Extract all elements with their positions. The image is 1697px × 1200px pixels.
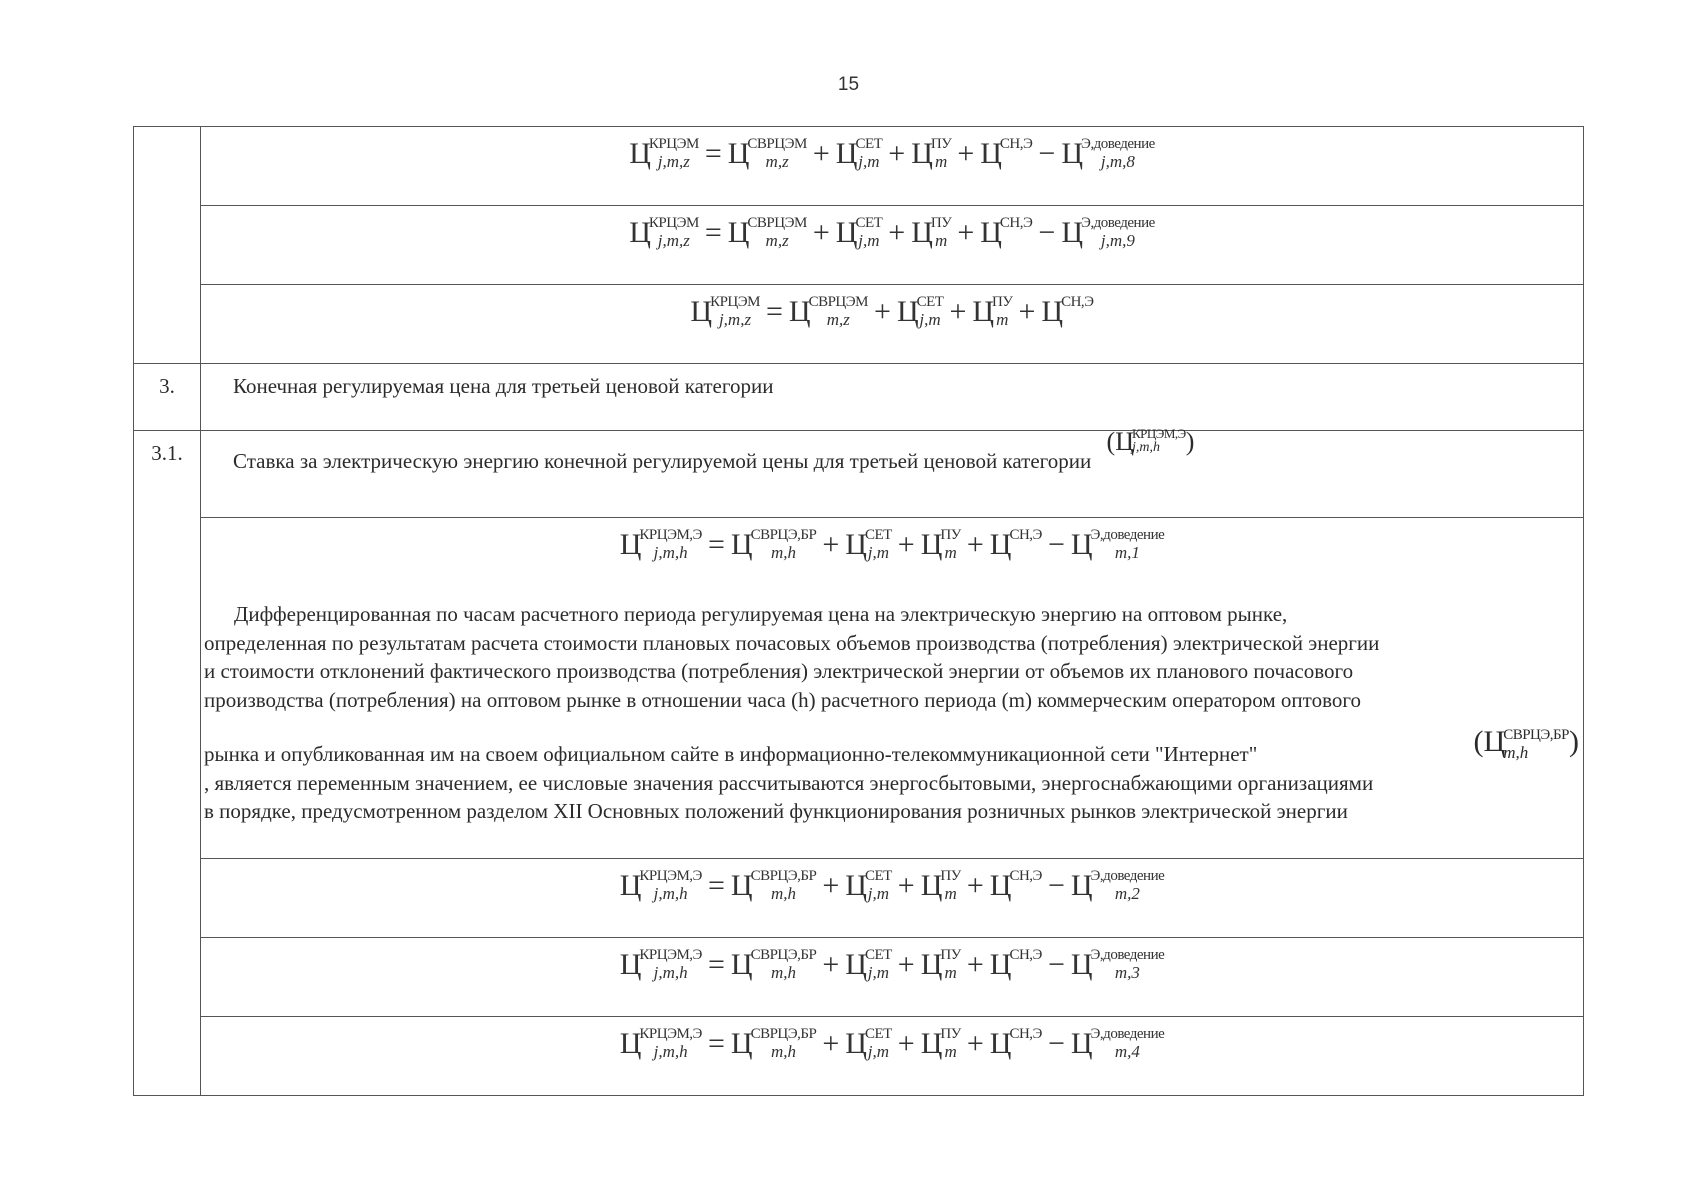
table-row	[134, 518, 1584, 859]
price-symbol: Ц СЕТ j,m	[845, 868, 892, 903]
price-symbol: Ц СВРЦЭМ m,z	[727, 215, 807, 250]
formula: Ц КРЦЭМ,Э j,m,h = Ц СВРЦЭ,БР m,h + Ц СЕТ j,m + Ц ПУ m + Ц СН,Э − Ц Э,доведение m,1	[619, 527, 1165, 562]
price-symbol: Ц Э,доведение m,2	[1070, 868, 1165, 903]
table-row	[134, 431, 1584, 518]
formula: Ц КРЦЭМ j,m,z = Ц СВРЦЭМ m,z + Ц СЕТ j,m + Ц ПУ m + Ц СН,Э − Ц Э,доведение j,m,9	[629, 215, 1155, 250]
table-row	[134, 127, 1584, 206]
price-symbol: Ц СН,Э	[1041, 294, 1094, 328]
price-symbol: Ц СВРЦЭ,БР m,h	[730, 1026, 817, 1061]
paragraph-line: Дифференцированная по часам расчетного периода регулируемая цена на электрическую энергию на оптовом рынке,	[234, 602, 1288, 626]
price-symbol: Ц СЕТ j,m	[845, 1026, 892, 1061]
price-symbol: Ц СЕТ j,m	[835, 215, 883, 250]
page-number: 15	[837, 74, 860, 95]
subsection-text: Ставка за электрическую энергию конечной регулируемой цены для третьей ценовой категории	[233, 449, 1092, 473]
subsection-heading	[201, 426, 1584, 518]
formula-cell	[201, 1017, 1584, 1096]
formula-cell	[201, 859, 1584, 938]
table-row	[134, 206, 1584, 285]
price-symbol: Ц КРЦЭМ j,m,z	[690, 294, 760, 329]
price-symbol: Ц Э,доведение m,4	[1070, 1026, 1165, 1061]
price-symbol: Ц СН,Э	[989, 527, 1042, 561]
row-number-cell	[134, 127, 201, 364]
price-symbol: Ц КРЦЭМ j,m,z	[629, 215, 699, 250]
table-row	[134, 1017, 1584, 1096]
price-symbol: Ц СН,Э	[980, 136, 1033, 170]
price-symbol: Ц КРЦЭМ,Э j,m,h	[619, 1026, 702, 1061]
price-symbol: Ц ПУ m	[920, 1026, 961, 1061]
price-symbol: Ц Э,доведение m,1	[1070, 527, 1165, 562]
paragraph-line: , является переменным значением, ее числовые значения рассчитываются энергосбытовыми, энергоснабжающими организациями	[204, 770, 1374, 795]
price-symbol: Ц КРЦЭМ,Э j,m,h	[619, 527, 702, 562]
formula: Ц КРЦЭМ j,m,z = Ц СВРЦЭМ m,z + Ц СЕТ j,m + Ц ПУ m + Ц СН,Э − Ц Э,доведение j,m,8	[629, 136, 1155, 171]
price-symbol: Ц Э,доведение j,m,8	[1061, 136, 1155, 171]
price-symbol: Ц СН,Э	[989, 1026, 1042, 1060]
formula-cell	[201, 285, 1584, 364]
paragraph-line: рынка и опубликованная им на своем официальном сайте в информационно-телекоммуникационной сети "Интернет" (Ц СВРЦЭ,БР m,h )	[204, 725, 1579, 766]
price-symbol: Ц СВРЦЭ,БР m,h	[730, 947, 817, 982]
formula-cell	[201, 206, 1584, 285]
formula: Ц КРЦЭМ j,m,z = Ц СВРЦЭМ m,z + Ц СЕТ j,m + Ц ПУ m + Ц СН,Э	[690, 294, 1094, 329]
formula-with-explanation-cell	[201, 518, 1584, 859]
price-symbol: Ц СВРЦЭ,БР m,h	[730, 527, 817, 562]
price-symbol: Ц ПУ m	[920, 868, 961, 903]
price-symbol: Ц СН,Э	[989, 947, 1042, 981]
paragraph-line: производства (потребления) на оптовом рынке в отношении часа (h) расчетного периода (m) коммерческим оператором оптового	[204, 687, 1361, 712]
price-symbol: Ц СЕТ j,m	[896, 294, 944, 329]
formula: Ц КРЦЭМ,Э j,m,h = Ц СВРЦЭ,БР m,h + Ц СЕТ j,m + Ц ПУ m + Ц СН,Э − Ц Э,доведение m,3	[619, 947, 1165, 982]
table-row	[134, 285, 1584, 364]
explanation-paragraph	[201, 600, 1583, 826]
formula-cell	[201, 127, 1584, 206]
price-symbol: Ц КРЦЭМ j,m,z	[629, 136, 699, 171]
price-symbol: Ц СЕТ j,m	[835, 136, 883, 171]
price-symbol: Ц СН,Э	[989, 868, 1042, 902]
price-symbol: Ц КРЦЭМ,Э j,m,h	[619, 868, 702, 903]
formula: Ц КРЦЭМ,Э j,m,h = Ц СВРЦЭ,БР m,h + Ц СЕТ j,m + Ц ПУ m + Ц СН,Э − Ц Э,доведение m,4	[619, 1026, 1165, 1061]
price-symbol: Ц ПУ m	[972, 294, 1013, 329]
section-heading: Конечная регулируемая цена для третьей ценовой категории	[201, 364, 1584, 431]
tariff-table	[133, 126, 1584, 1096]
formula-cell	[201, 938, 1584, 1017]
price-symbol: Ц ПУ m	[920, 947, 961, 982]
formula: Ц КРЦЭМ,Э j,m,h = Ц СВРЦЭ,БР m,h + Ц СЕТ j,m + Ц ПУ m + Ц СН,Э − Ц Э,доведение m,2	[619, 868, 1165, 903]
paragraph-line: в порядке, предусмотренном разделом XII Основных положений функционирования розничных рынков электрической энергии	[204, 799, 1348, 823]
table-row	[134, 364, 1584, 431]
paragraph-symbol: (Ц СВРЦЭ,БР m,h )	[1473, 725, 1579, 762]
price-symbol: Ц СЕТ j,m	[845, 527, 892, 562]
price-symbol: Ц СН,Э	[980, 215, 1033, 249]
paragraph-line: определенная по результатам расчета стоимости плановых почасовых объемов производства (потребления) электрической энергии	[204, 630, 1380, 655]
price-symbol: Ц Э,доведение j,m,9	[1061, 215, 1155, 250]
price-symbol: Ц ПУ m	[920, 527, 961, 562]
subsection-symbol: (Ц КРЦЭМ,Э j,m,h )	[1106, 426, 1195, 456]
price-symbol: Ц КРЦЭМ,Э j,m,h	[619, 947, 702, 982]
price-symbol: Ц Э,доведение m,3	[1070, 947, 1165, 982]
price-symbol: Ц ПУ m	[911, 136, 952, 171]
table-row	[134, 938, 1584, 1017]
price-symbol: Ц СЕТ j,m	[845, 947, 892, 982]
paragraph-line: и стоимости отклонений фактического производства (потребления) электрической энергии от объемов их планового почасового	[204, 659, 1354, 683]
price-symbol: Ц СВРЦЭ,БР m,h	[730, 868, 817, 903]
price-symbol: Ц СВРЦЭМ m,z	[727, 136, 807, 171]
price-symbol: Ц СВРЦЭМ m,z	[788, 294, 869, 329]
section-number: 3.	[134, 364, 201, 431]
price-symbol: Ц ПУ m	[911, 215, 952, 250]
section-number: 3.1.	[134, 431, 201, 1096]
table-row	[134, 859, 1584, 938]
